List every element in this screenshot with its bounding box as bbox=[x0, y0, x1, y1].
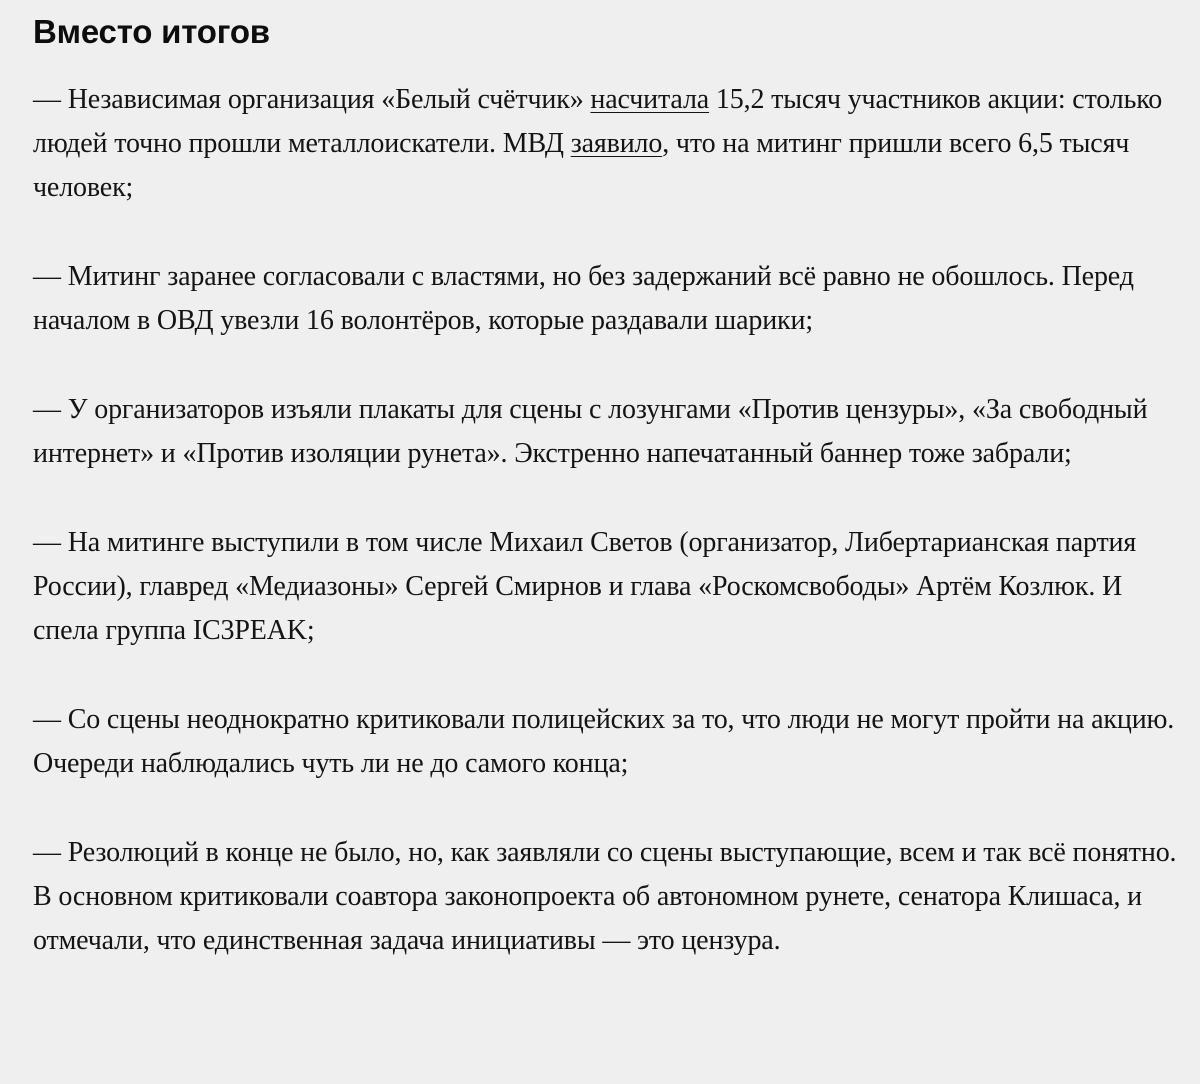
section-heading: Вместо итогов bbox=[33, 13, 270, 50]
paragraph-queues: — Со сцены неоднократно критиковали полицейских за то, что люди не могут пройти на акцию. Очереди наблюдались чуть ли не до самого конца; bbox=[33, 704, 1175, 779]
paragraph-posters: — У организаторов изъяли плакаты для сцены с лозунгами «Против цензуры», «За свободный интернет» и «Против изоляции рунета». Экстренно напечатанный баннер тоже забрали; bbox=[33, 394, 1148, 469]
paragraph-resolutions: — Резолюций в конце не было, но, как заявляли со сцены выступающие, всем и так всё понятно. В основном критиковали соавтора законопроекта об автономном рунете, сенатора Клишаса, и отмечали, что единственная задача инициативы — это цензура. bbox=[33, 837, 1177, 956]
article bbox=[33, 8, 1183, 963]
paragraph-text: , что на митинг пришли всего 6,5 тысяч человек; bbox=[33, 128, 1130, 203]
paragraph-speakers: — На митинге выступили в том числе Михаил Светов (организатор, Либертарианская партия России), главред «Медиазоны» Сергей Смирнов и глава «Роскомсвободы» Артём Козлюк. И спела группа IC3PEAK; bbox=[33, 527, 1137, 646]
source-link-counted[interactable]: насчитала bbox=[590, 84, 710, 115]
paragraph-counts bbox=[33, 78, 1183, 210]
source-link-stated[interactable]: заявило bbox=[570, 128, 663, 159]
paragraph-text: 15,2 тысяч участников акции: столько людей точно прошли металлоискатели. МВД bbox=[33, 84, 1163, 159]
paragraph-detentions: — Митинг заранее согласовали с властями, но без задержаний всё равно не обошлось. Перед началом в ОВД увезли 16 волонтёров, которые раздавали шарики; bbox=[33, 261, 1134, 336]
paragraph-text: — Независимая организация «Белый счётчик» bbox=[33, 84, 591, 115]
